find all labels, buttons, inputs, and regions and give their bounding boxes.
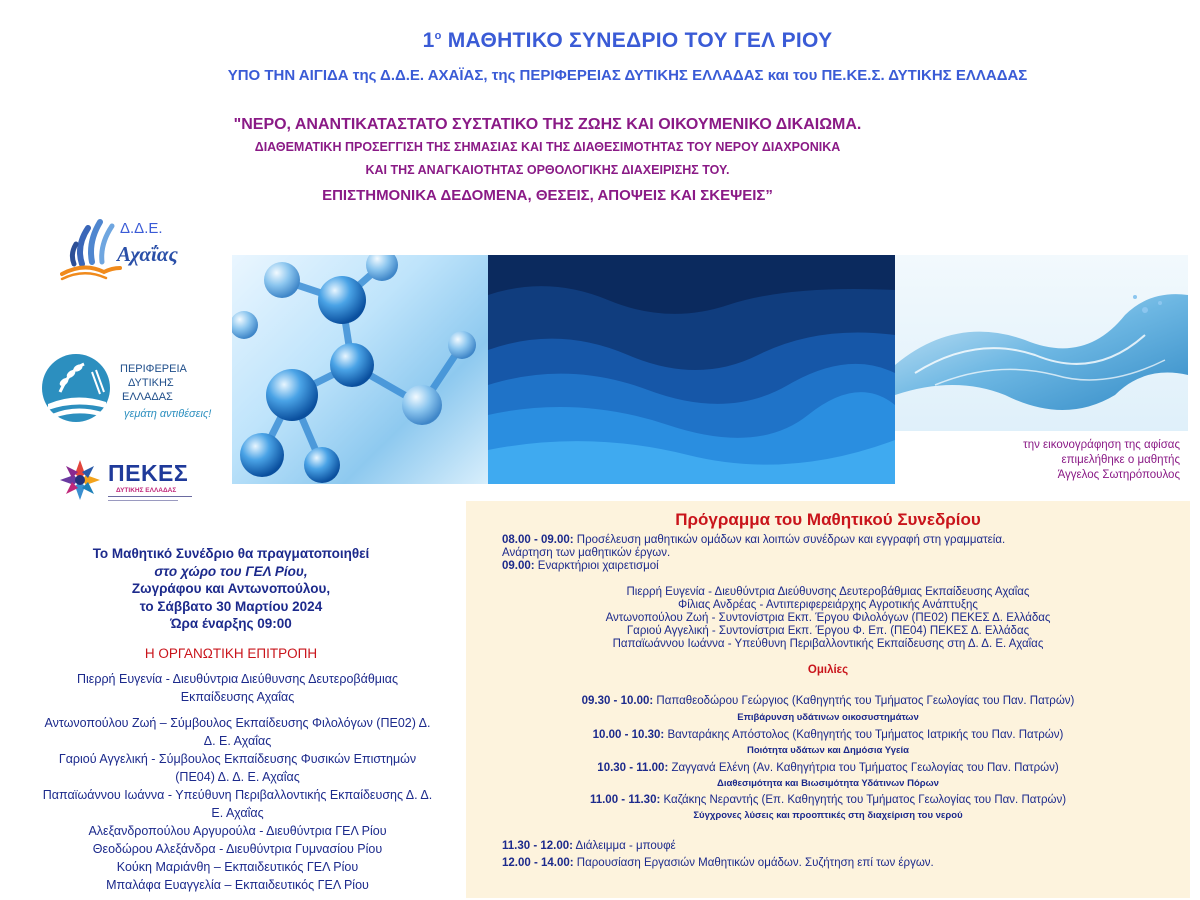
- program-item-arrival: [502, 534, 1005, 547]
- program-item-break: [502, 840, 676, 853]
- program-text: Προσέλευση μαθητικών ομάδων και λοιπών συνέδρων και εγγραφή στη γραμματεία.: [573, 534, 1006, 546]
- greeting-item: Αντωνοπούλου Ζωή - Συντονίστρια Εκπ. Έργου Φιλολόγων (ΠΕ02) ΠΕΚΕΣ Δ. Ελλάδας: [605, 612, 1051, 624]
- talk-speaker: Καζάκης Νεραντής (Επ. Καθηγητής του Τμήματος Γεωλογίας του Παν. Πατρών): [660, 794, 1067, 806]
- program-time: 08.00 - 09.00:: [502, 534, 574, 546]
- venue-line-5: Ώρα έναρξης 09:00: [170, 616, 292, 631]
- dde-logo-line1: Δ.Δ.Ε.: [120, 220, 163, 237]
- molecules-image: [232, 255, 490, 484]
- illustration-credit: [900, 438, 1180, 483]
- theme-line-1: "ΝΕΡΟ, ΑΝΑΝΤΙΚΑΤΑΣΤΑΤΟ ΣΥΣΤΑΤΙΚΟ ΤΗΣ ΖΩΗΣ ΚΑΙ ΟΙΚΟΥΜΕΝΙΚΟ ΔΙΚΑΙΩΜΑ.: [233, 116, 862, 133]
- region-emblem-icon: [40, 352, 115, 427]
- program-text: Διάλειμμα - μπουφέ: [572, 840, 676, 852]
- water-waves-image: [488, 255, 895, 484]
- pde-logo-line3: ΕΛΛΑΔΑΣ: [122, 391, 173, 403]
- title-text: ΜΑΘΗΤΙΚΟ ΣΥΝΕΔΡΙΟ ΤΟΥ ΓΕΛ ΡΙΟΥ: [441, 29, 833, 52]
- program-item-presentations: [502, 857, 934, 870]
- program-time: 09.00:: [502, 560, 535, 572]
- theme-line-3: ΚΑΙ ΤΗΣ ΑΝΑΓΚΑΙΟΤΗΤΑΣ ΟΡΘΟΛΟΓΙΚΗΣ ΔΙΑΧΕΙΡΙΣΗΣ ΤΟΥ.: [365, 163, 730, 177]
- talk-topic: Επιβάρυνση υδάτινων οικοσυστημάτων: [737, 712, 919, 723]
- dde-logo-line2: Αχαΐας: [117, 242, 178, 266]
- pekes-logo: [58, 458, 198, 508]
- water-splash-icon: [895, 255, 1188, 431]
- committee-member: Κούκη Μαριάνθη – Εκπαιδευτικός ΓΕΛ Ρίου: [116, 860, 359, 874]
- talk-time: 10.00 - 10.30:: [592, 729, 665, 741]
- talk-speaker: Παπαθεοδώρου Γεώργιος (Καθηγητής του Τμήματος Γεωλογίας του Παν. Πατρών): [653, 695, 1075, 707]
- venue-line-4: το Σάββατο 30 Μαρτίου 2024: [139, 598, 323, 614]
- committee-member: Πιερρή Ευγενία - Διευθύντρια Διεύθυνσης Δευτεροβάθμιας Εκπαίδευσης Αχαΐας: [76, 672, 399, 704]
- title-number: 1: [422, 29, 435, 52]
- talk-speaker: Ζαγγανά Ελένη (Αν. Καθηγήτρια του Τμήματος Γεωλογίας του Παν. Πατρών): [668, 762, 1059, 774]
- talk-topic: Ποιότητα υδάτων και Δημόσια Υγεία: [746, 745, 910, 756]
- talk-item: [466, 762, 1190, 775]
- credit-line-1: την εικονογράφηση της αφίσας: [1023, 439, 1180, 451]
- pde-logo-slogan: γεμάτη αντιθέσεις!: [124, 408, 212, 420]
- venue-info: [0, 545, 462, 633]
- program-text: Παρουσίαση Εργασιών Μαθητικών ομάδων. Συζήτηση επί των έργων.: [573, 857, 934, 869]
- committee-member: Παπαϊωάννου Ιωάννα - Υπεύθυνη Περιβαλλοντικής Εκπαίδευσης Δ. Δ. Ε. Αχαΐας: [42, 788, 433, 820]
- talk-item: [466, 729, 1190, 742]
- dde-achaias-logo: [60, 218, 195, 283]
- pekes-logo-sub: ΔΥΤΙΚΗΣ ΕΛΛΑΔΑΣ: [116, 487, 177, 494]
- committee-member: Αντωνοπούλου Ζωή – Σύμβουλος Εκπαίδευσης Φιλολόγων (ΠΕ02) Δ. Δ. Ε. Αχαΐας: [44, 716, 431, 748]
- talk-speaker: Βανταράκης Απόστολος (Καθηγητής του Τμήματος Ιατρικής του Παν. Πατρών): [664, 729, 1064, 741]
- pde-logo-line1: ΠΕΡΙΦΕΡΕΙΑ: [120, 363, 187, 375]
- theme-line-2: ΔΙΑΘΕΜΑΤΙΚΗ ΠΡΟΣΕΓΓΙΣΗ ΤΗΣ ΣΗΜΑΣΙΑΣ ΚΑΙ ΤΗΣ ΔΙΑΘΕΣΙΜΟΤΗΤΑΣ ΤΟΥ ΝΕΡΟΥ ΔΙΑΧΡΟΝΙΚΑ: [254, 140, 841, 154]
- greeting-item: Φίλιας Ανδρέας - Αντιπεριφερειάρχης Αγροτικής Ανάπτυξης: [678, 599, 978, 611]
- program-time: 12.00 - 14.00:: [502, 857, 574, 869]
- committee-member: Αλεξανδροπούλου Αργυρούλα - Διευθύντρια ΓΕΛ Ρίου: [88, 824, 387, 838]
- greeting-item: Παπαϊωάννου Ιωάννα - Υπεύθυνη Περιβαλλοντικής Εκπαίδευσης στη Δ. Δ. Ε. Αχαΐας: [612, 638, 1044, 650]
- talk-topic: Διαθεσιμότητα και Βιωσιμότητα Υδάτινων Πόρων: [717, 778, 939, 789]
- theme-line-4: ΕΠΙΣΤΗΜΟΝΙΚΑ ΔΕΔΟΜΕΝΑ, ΘΕΣΕΙΣ, ΑΠΟΨΕΙΣ ΚΑΙ ΣΚΕΨΕΙΣ”: [322, 187, 773, 204]
- talk-time: 10.30 - 11.00:: [597, 762, 669, 774]
- water-splash-image: [895, 255, 1188, 431]
- talks-title: Ομιλίες: [807, 664, 849, 676]
- pekes-star-icon: [58, 458, 102, 502]
- committee-title: Η ΟΡΓΑΝΩΤΙΚΗ ΕΠΙΤΡΟΠΗ: [144, 646, 318, 661]
- aegis-line: ΥΠΟ ΤΗΝ ΑΙΓΙΔΑ της Δ.Δ.Ε. ΑΧΑΪΑΣ, της ΠΕΡΙΦΕΡΕΙΑΣ ΔΥΤΙΚΗΣ ΕΛΛΑΔΑΣ και του ΠΕ.ΚΕ.Σ. ΔΥΤΙΚΗΣ ΕΛΛΑΔΑΣ: [227, 67, 1028, 84]
- greeting-item: Γαριού Αγγελική - Συντονίστρια Εκπ. Έργου Φ. Επ. (ΠΕ04) ΠΕΚΕΣ Δ. Ελλάδας: [626, 625, 1030, 637]
- venue-line-1: Το Μαθητικό Συνέδριο θα πραγματοποιηθεί: [92, 546, 370, 561]
- program-text: Εναρκτήριοι χαιρετισμοί: [534, 560, 659, 572]
- program-time: 11.30 - 12.00:: [502, 840, 573, 852]
- talk-time: 11.00 - 11.30:: [589, 794, 661, 806]
- committee-member: Γαριού Αγγελική - Σύμβουλος Εκπαίδευσης Φυσικών Επιστημών (ΠΕ04) Δ. Δ. Ε. Αχαΐας: [58, 752, 417, 784]
- pekes-logo-name: ΠΕΚΕΣ: [108, 460, 189, 486]
- page-title: [0, 29, 1200, 53]
- credit-line-3: Άγγελος Σωτηρόπουλος: [1057, 469, 1180, 481]
- program-title: Πρόγραμμα του Μαθητικού Συνεδρίου: [675, 510, 981, 529]
- talk-item: [466, 695, 1190, 708]
- committee-member: Θεοδώρου Αλεξάνδρα - Διευθύντρια Γυμνασίου Ρίου: [92, 842, 383, 856]
- periferia-logo: [40, 352, 235, 427]
- pekes-logo-rule-2: [108, 500, 178, 501]
- title-ordinal: ο: [434, 30, 442, 42]
- talk-topic: Σύγχρονες λύσεις και προοπτικές στη διαχείριση του νερού: [693, 810, 963, 821]
- program-item-opening: [502, 560, 659, 573]
- greeting-item: Πιερρή Ευγενία - Διευθύντρια Διεύθυνσης Δευτεροβάθμιας Εκπαίδευσης Αχαΐας: [626, 586, 1030, 598]
- venue-line-2: στο χώρο του ΓΕΛ Ρίου,: [154, 563, 308, 579]
- program-item-arrival-cont: Ανάρτηση των μαθητικών έργων.: [502, 547, 671, 559]
- molecule-spheres-icon: [232, 255, 490, 484]
- pekes-logo-rule: [108, 496, 192, 497]
- credit-line-2: επιμελήθηκε ο μαθητής: [1061, 454, 1180, 466]
- talk-item: [466, 794, 1190, 807]
- wave-layers-icon: [488, 255, 895, 484]
- committee-member: Μπαλάφα Ευαγγελία – Εκπαιδευτικός ΓΕΛ Ρίου: [106, 878, 369, 892]
- venue-line-3: Ζωγράφου και Αντωνοπούλου,: [131, 581, 331, 596]
- pde-logo-line2: ΔΥΤΙΚΗΣ: [128, 377, 174, 389]
- talk-time: 09.30 - 10.00:: [581, 695, 654, 707]
